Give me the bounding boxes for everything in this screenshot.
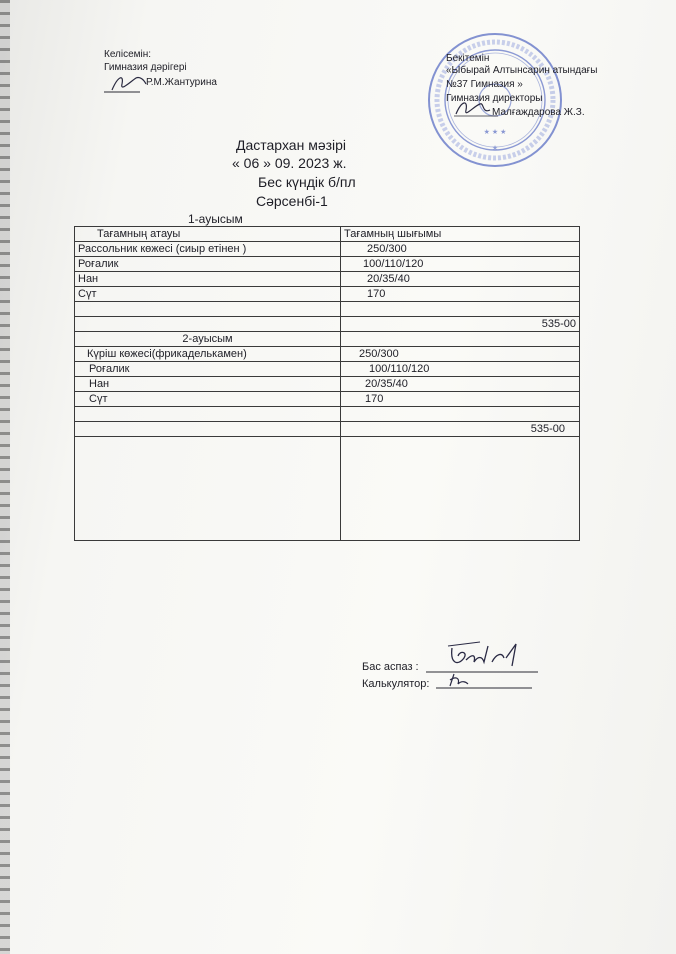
approval-left-line2: Гимназия дәрігері (104, 62, 187, 73)
svg-text:★ ★ ★: ★ ★ ★ (483, 129, 507, 136)
table-row (75, 272, 580, 287)
table-row-shift2 (75, 332, 580, 347)
dish-yield: 250/300 (341, 242, 580, 257)
menu-table (74, 226, 580, 541)
table-row-blank (75, 437, 580, 541)
table-row (75, 287, 580, 302)
dish-yield: 170 (341, 392, 580, 407)
shift2-total: 535-00 (341, 422, 580, 437)
dish-yield: 170 (341, 287, 580, 302)
table-row-total (75, 422, 580, 437)
approval-right-line2: «Ыбырай Алтынсарин атындағы (446, 65, 598, 76)
calculator-label: Калькулятор: (362, 678, 430, 690)
dish-name: Күріш көжесі(фрикаделькамен) (75, 347, 341, 362)
menu-date: « 06 » 09. 2023 ж. (232, 155, 347, 171)
table-row (75, 392, 580, 407)
table-row (75, 347, 580, 362)
dish-name: Сүт (75, 287, 341, 302)
dish-name: Рассольник көжесі (сиыр етінен ) (75, 242, 341, 257)
table-row (75, 257, 580, 272)
dish-yield: 250/300 (341, 347, 580, 362)
table-row (75, 362, 580, 377)
approval-right-line5: Малғаждарова Ж.З. (492, 107, 585, 118)
dish-yield: 100/110/120 (341, 257, 580, 272)
dish-name: Роғалик (75, 257, 341, 272)
approval-right-line4: Гимназия директоры (446, 93, 543, 104)
table-row (75, 377, 580, 392)
table-row-empty (75, 302, 580, 317)
calculator-signature (432, 670, 534, 692)
page-title: Дастархан мәзірі (236, 137, 347, 153)
table-row-total (75, 317, 580, 332)
svg-text:★: ★ (491, 145, 499, 152)
dish-yield: 100/110/120 (341, 362, 580, 377)
table-row-empty (75, 407, 580, 422)
shift1-total: 535-00 (341, 317, 580, 332)
table-row (75, 242, 580, 257)
menu-subtitle: Бес күндік б/пл (258, 174, 356, 190)
col-header-name: Тағамның атауы (75, 227, 341, 242)
approval-right-line3: №37 Гимназия » (446, 79, 523, 90)
dish-name: Нан (75, 272, 341, 287)
table-header-row (75, 227, 580, 242)
col-header-yield: Тағамның шығымы (341, 227, 580, 242)
chef-label: Бас аспаз : (362, 661, 419, 673)
shift1-label: 1-ауысым (188, 212, 243, 226)
dish-name: Нан (75, 377, 341, 392)
shift2-label: 2-ауысым (75, 332, 341, 347)
approval-right-line1: Бекітемін (446, 53, 490, 64)
menu-day: Сәрсенбі-1 (256, 193, 328, 209)
approval-left-line1: Келісемін: (104, 49, 152, 60)
dish-yield: 20/35/40 (341, 377, 580, 392)
approval-left-line3: Р.М.Жантурина (146, 77, 217, 88)
dish-name: Сүт (75, 392, 341, 407)
binder-edge (0, 0, 10, 954)
dish-yield: 20/35/40 (341, 272, 580, 287)
dish-name: Роғалик (75, 362, 341, 377)
